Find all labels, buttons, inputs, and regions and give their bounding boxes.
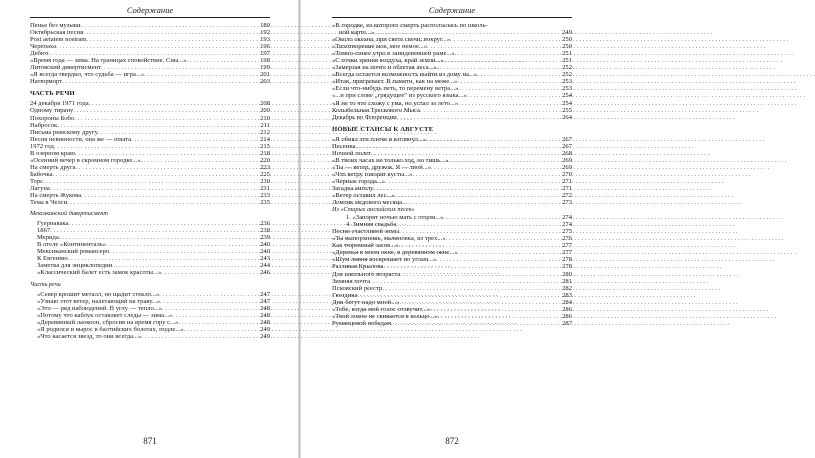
toc-entry xyxy=(332,320,572,327)
toc-entry-title: ной карте...» xyxy=(339,29,375,37)
dot-leader xyxy=(62,78,259,86)
toc-entry-title: «Итак, пригревает. В памяти, как на меже...» xyxy=(332,78,458,86)
toc-entry xyxy=(30,220,270,227)
toc-entry-page: 243 xyxy=(260,255,270,263)
toc-entry xyxy=(332,164,572,171)
left-page xyxy=(0,0,298,458)
toc-block xyxy=(332,136,572,206)
toc-entry-page: 248 xyxy=(260,304,270,312)
toc-entry-page: 283 xyxy=(562,291,572,299)
toc-entry-page: 225 xyxy=(260,170,270,178)
toc-entry-page: 280 xyxy=(562,270,572,278)
toc-entry-page: 247 xyxy=(260,297,270,305)
toc-entry-page: 198 xyxy=(260,57,270,65)
dot-leader xyxy=(391,320,561,328)
toc-entry xyxy=(30,150,270,157)
toc-entry-title: 1972 год xyxy=(30,142,54,150)
toc-entry xyxy=(30,136,270,143)
toc-entry xyxy=(332,313,572,320)
toc-entry-title: Лагуна xyxy=(30,184,50,192)
toc-entry xyxy=(332,157,572,164)
toc-entry-title: Набросок xyxy=(30,121,58,129)
toc-entry xyxy=(30,57,270,64)
toc-entry-page: 268 xyxy=(562,149,572,157)
toc-entry-page: 252 xyxy=(562,71,572,79)
toc-entry xyxy=(30,143,270,150)
toc-entry-title: «В городке, из которого смерть расползалась по школь- xyxy=(332,22,488,29)
toc-entry xyxy=(332,57,572,64)
toc-entry xyxy=(332,271,572,278)
toc-entry-title: Дебют xyxy=(30,50,49,58)
toc-entry xyxy=(332,185,572,192)
toc-entry-title: «Около океана, при свете свечи; вокруг...» xyxy=(332,36,451,44)
toc-entry xyxy=(30,107,270,114)
toc-entry-page: 214 xyxy=(260,135,270,143)
toc-entry-page: 223 xyxy=(260,163,270,171)
toc-entry-page: 271 xyxy=(562,184,572,192)
toc-entry-title: «Твой локон не свивается в кольцо...» xyxy=(332,312,438,320)
toc-entry-title: Похороны Бобо xyxy=(30,114,75,122)
toc-entry-title: Ночной полет xyxy=(332,149,372,157)
toc-entry xyxy=(332,22,572,29)
toc-entry xyxy=(30,298,270,305)
toc-entry xyxy=(332,100,572,107)
toc-entry-page: 220 xyxy=(260,156,270,164)
toc-entry-title: «Если что-нибудь петь, то перемену ветра...» xyxy=(332,85,459,93)
toc-entry-page: 272 xyxy=(562,192,572,200)
toc-entry-page: 253 xyxy=(562,78,572,86)
toc-entry xyxy=(30,71,270,78)
toc-entry xyxy=(332,29,572,36)
toc-entry-title: Дни бегут надо мной...» xyxy=(332,298,400,306)
toc-entry xyxy=(30,178,270,185)
toc-entry-title: «Время года — зима. На границах спокойствие. Сны...» xyxy=(30,57,187,65)
dot-leader xyxy=(67,199,259,207)
toc-entry-title: «Классический балет есть замок красоты...» xyxy=(37,269,162,277)
toc-entry-title: Гвоздика xyxy=(332,291,358,299)
toc-entry xyxy=(30,43,270,50)
toc-entry-title: 24 декабря 1971 года xyxy=(30,100,89,108)
toc-entry xyxy=(30,157,270,164)
toc-entry xyxy=(30,312,270,319)
running-head: Содержание xyxy=(428,5,476,15)
toc-entry-title: «Черные города...» xyxy=(332,177,386,185)
toc-block xyxy=(30,291,270,340)
toc-entry-page: 277 xyxy=(562,242,572,250)
toc-left xyxy=(30,22,270,340)
toc-block xyxy=(332,214,572,228)
toc-entry-page: 281 xyxy=(562,277,572,285)
toc-entry xyxy=(332,278,572,285)
toc-entry xyxy=(332,36,572,43)
toc-entry-title: Румянцевой победам xyxy=(332,319,391,327)
toc-entry-title: Для школьного возраста xyxy=(332,270,401,278)
toc-entry-title: «Шум ливня воскрешает по углам...» xyxy=(332,256,437,264)
toc-entry-title: «Я родился и вырос в балтийских болотах, подле...» xyxy=(37,325,184,333)
toc-entry-title: Письма римскому другу xyxy=(30,128,98,136)
toc-entry xyxy=(30,36,270,43)
dot-leader xyxy=(161,269,259,277)
toc-entry-page: 197 xyxy=(260,50,270,58)
toc-entry-page: 240 xyxy=(260,241,270,249)
toc-entry xyxy=(332,306,572,313)
toc-entry-title: «Осенний вечер в скромном городке...» xyxy=(30,156,141,164)
toc-entry xyxy=(332,235,572,242)
toc-entry xyxy=(30,78,270,85)
toc-entry-title: В отеле «Континенталь» xyxy=(37,241,107,249)
toc-entry xyxy=(30,326,270,333)
toc-entry-title: Песня невинности, она же — опыта xyxy=(30,135,132,143)
toc-entry-title: Колыбельная Трескового Мыса xyxy=(332,106,420,114)
toc-entry-page: 238 xyxy=(260,227,270,235)
toc-entry-page: 251 xyxy=(562,57,572,65)
toc-entry-title: Post aetatem nostram xyxy=(30,36,87,44)
toc-entry-title: «Это — ряд наблюдений. В углу — тепло...» xyxy=(37,304,163,312)
toc-entry-title: Как тюремный засов...» xyxy=(332,242,399,250)
toc-entry-page: 218 xyxy=(260,149,270,157)
toc-entry-page: 286 xyxy=(562,312,572,320)
toc-entry xyxy=(332,136,572,143)
toc-entry-title: «Замерзая на почте и облетая леса...» xyxy=(332,64,437,72)
toc-entry xyxy=(332,263,572,270)
toc-entry-page: 203 xyxy=(260,78,270,86)
toc-entry-title: «Деревянный лаокоон, сбросив на время гору с...» xyxy=(37,318,179,326)
toc-entry xyxy=(30,192,270,199)
toc-entry-title: «...и при слове „грядущее“ из русского языка...» xyxy=(332,92,467,100)
toc-entry xyxy=(332,107,572,114)
toc-entry-title: К Евгению xyxy=(37,255,68,263)
toc-entry-title: Черепаха xyxy=(30,43,57,51)
toc-entry-page: 208 xyxy=(260,100,270,108)
toc-entry-page: 210 xyxy=(260,114,270,122)
header-rule xyxy=(30,17,270,18)
toc-entry-title: В озерном краю xyxy=(30,149,76,157)
toc-entry-page: 192 xyxy=(260,29,270,37)
toc-entry-page: 196 xyxy=(260,43,270,51)
toc-entry-title: Разливая Крылова xyxy=(332,263,384,271)
toc-entry-title: Пенье без музыки xyxy=(30,22,81,29)
toc-entry xyxy=(30,241,270,248)
toc-entry-page: 249 xyxy=(260,325,270,333)
toc-entry-title: «Тебе, когда мой голос отзвучит...» xyxy=(332,305,431,313)
toc-entry xyxy=(332,242,572,249)
toc-entry-page: 253 xyxy=(562,85,572,93)
toc-block xyxy=(30,100,270,206)
toc-entry-title: Мексиканский романсеро xyxy=(37,248,110,256)
toc-entry-title: Натюрморт xyxy=(30,78,63,86)
toc-entry xyxy=(332,78,572,85)
toc-entry-page: 215 xyxy=(260,142,270,150)
toc-entry-title: Мерида xyxy=(37,234,59,242)
toc-entry xyxy=(30,29,270,36)
toc-entry-page: 277 xyxy=(562,249,572,257)
toc-entry-title: 4. Зимняя свадьба xyxy=(346,221,397,229)
toc-entry-page: 212 xyxy=(260,128,270,136)
toc-entry xyxy=(30,333,270,340)
toc-entry-title: «С точки зрения воздуха, край земли...» xyxy=(332,57,444,65)
toc-entry-title: 1867 xyxy=(37,227,51,235)
subsection-title: Из «Старых английских песен» xyxy=(332,206,415,214)
toc-entry xyxy=(332,150,572,157)
toc-entry xyxy=(332,143,572,150)
toc-entry-title: «Я всегда твердил, что судьба — игра...» xyxy=(30,71,145,79)
toc-entry-title: «Я обнял эти плечи и взглянул...» xyxy=(332,135,427,143)
toc-entry-page: 269 xyxy=(562,163,572,171)
toc-entry-page: 267 xyxy=(562,135,572,143)
toc-entry-title: «Что ветру говорят кусты...» xyxy=(332,170,413,178)
toc-entry xyxy=(332,64,572,71)
toc-entry-page: 246 xyxy=(260,269,270,277)
toc-entry xyxy=(332,214,572,221)
toc-entry xyxy=(332,43,572,50)
toc-entry xyxy=(332,114,572,121)
toc-entry-page: 255 xyxy=(562,106,572,114)
toc-entry-title: «Ты выпорхнешь, малиновка, из трех...» xyxy=(332,235,446,243)
dot-leader xyxy=(397,114,561,122)
toc-entry xyxy=(332,50,572,57)
toc-entry xyxy=(30,185,270,192)
section-title: НОВЫЕ СТАНСЫ К АВГУСТЕ xyxy=(332,125,434,133)
toc-entry xyxy=(30,269,270,276)
toc-entry-page: 240 xyxy=(260,248,270,256)
subsection-title: Часть речи xyxy=(30,280,61,288)
toc-entry xyxy=(332,285,572,292)
header-rule xyxy=(332,17,572,18)
toc-entry xyxy=(332,85,572,92)
toc-entry-page: 269 xyxy=(562,156,572,164)
toc-entry-page: 274 xyxy=(562,214,572,222)
running-head: Содержание xyxy=(126,5,174,15)
toc-entry-page: 209 xyxy=(260,107,270,115)
toc-entry-page: 254 xyxy=(562,92,572,100)
toc-entry-title: 1. «Запорят ночью мать с отцом...» xyxy=(346,214,444,222)
toc-entry-title: «Темно-синее утро в заиндевевшей раме...» xyxy=(332,50,455,58)
toc-entry-title: Песенка xyxy=(332,142,356,150)
toc-entry-title: Заметка для энциклопедии xyxy=(37,262,113,270)
toc-block xyxy=(30,220,270,276)
subsection-title: Мексиканский дивертисмент xyxy=(30,210,108,218)
toc-entry-page: 271 xyxy=(562,177,572,185)
toc-entry xyxy=(332,299,572,306)
toc-entry xyxy=(332,228,572,235)
toc-entry xyxy=(30,100,270,107)
toc-entry-title: Одному тирану xyxy=(30,107,74,115)
toc-entry-title: Ломтик медового месяца xyxy=(332,199,403,207)
toc-entry-page: 235 xyxy=(260,199,270,207)
toc-entry-title: «Узнаю этот ветер, налетающий на траву...» xyxy=(37,297,161,305)
toc-entry-page: 276 xyxy=(562,235,572,243)
toc-entry-page: 239 xyxy=(260,234,270,242)
toc-block xyxy=(332,22,572,121)
toc-entry-page: 199 xyxy=(260,64,270,72)
toc-entry-title: Песни счастливой зимы xyxy=(332,228,400,236)
toc-entry xyxy=(30,122,270,129)
toc-entry xyxy=(30,234,270,241)
toc-entry-page: 244 xyxy=(260,262,270,270)
toc-entry xyxy=(30,50,270,57)
toc-entry xyxy=(30,199,270,206)
toc-right xyxy=(332,22,572,327)
toc-entry-page: 250 xyxy=(562,36,572,44)
toc-entry-title: «Потому что каблук оставляет следы — зима...» xyxy=(37,311,173,319)
toc-entry-page: 236 xyxy=(260,220,270,228)
toc-entry xyxy=(30,255,270,262)
toc-entry-title: Декабрь во Флоренции xyxy=(332,113,397,121)
toc-entry-title: На смерть Жукова xyxy=(30,192,82,200)
toc-entry-title: Литовский дивертисмент xyxy=(30,64,101,72)
toc-entry xyxy=(30,227,270,234)
toc-entry-title: «Тихотворение мое, мое немое...» xyxy=(332,43,428,51)
toc-entry-page: 278 xyxy=(562,263,572,271)
toc-entry xyxy=(30,115,270,122)
toc-entry-title: Псковский реестр xyxy=(332,284,383,292)
toc-entry-title: Загадка ангелу xyxy=(332,184,374,192)
toc-entry xyxy=(30,305,270,312)
toc-entry-page: 231 xyxy=(260,184,270,192)
toc-entry-page: 252 xyxy=(562,64,572,72)
toc-block xyxy=(30,22,270,85)
toc-entry-page: 251 xyxy=(562,50,572,58)
toc-entry-title: Зимняя почта xyxy=(332,277,371,285)
toc-entry-title: Тема в Челси xyxy=(30,199,68,207)
dot-leader xyxy=(141,333,259,341)
toc-entry-page: 250 xyxy=(562,43,572,51)
toc-entry-title: Гуернавака xyxy=(37,220,69,228)
toc-entry-page: 180 xyxy=(260,22,270,29)
toc-entry-page: 274 xyxy=(562,221,572,229)
toc-entry-title: «Север крошит металл, но щадит стекло...» xyxy=(37,290,160,298)
toc-entry xyxy=(332,171,572,178)
toc-entry-title: Бабочка xyxy=(30,170,53,178)
toc-entry-page: 284 xyxy=(562,298,572,306)
toc-entry-page: 201 xyxy=(260,71,270,79)
toc-entry xyxy=(332,221,572,228)
toc-entry-page: 254 xyxy=(562,99,572,107)
toc-entry xyxy=(332,249,572,256)
toc-block xyxy=(332,228,572,327)
toc-entry xyxy=(30,319,270,326)
toc-entry-title: «В твоих часах не только ход, но тишь...» xyxy=(332,156,449,164)
toc-entry-title: «Я не то что схожу с ума, но устал за лето...» xyxy=(332,99,459,107)
toc-entry xyxy=(332,292,572,299)
toc-entry xyxy=(30,164,270,171)
toc-entry xyxy=(30,262,270,269)
section-title: ЧАСТЬ РЕЧИ xyxy=(30,90,75,98)
toc-entry-title: Торс xyxy=(30,177,44,185)
right-page xyxy=(302,0,600,458)
toc-entry-page: 247 xyxy=(260,290,270,298)
toc-entry-title: Октябрьская песня xyxy=(30,29,84,37)
toc-entry xyxy=(30,64,270,71)
toc-entry xyxy=(332,256,572,263)
dot-leader xyxy=(402,199,561,207)
toc-entry-page: 233 xyxy=(260,192,270,200)
toc-entry-page: 282 xyxy=(562,284,572,292)
toc-entry-title: «Ты — ветер, дружок. Я — твой...» xyxy=(332,163,431,171)
page-number: 872 xyxy=(445,436,459,446)
toc-entry xyxy=(332,92,572,99)
toc-entry-page: 278 xyxy=(562,256,572,264)
toc-entry-title: «Ветер оставил лес...» xyxy=(332,192,395,200)
toc-entry-page: 248 xyxy=(260,318,270,326)
toc-entry-page: 230 xyxy=(260,177,270,185)
page-number: 871 xyxy=(143,436,157,446)
toc-entry-page: 249 xyxy=(260,332,270,340)
toc-entry-page: 267 xyxy=(562,142,572,150)
toc-entry-page: 249 xyxy=(562,29,572,37)
toc-entry-page: 193 xyxy=(260,36,270,44)
toc-entry-page: 248 xyxy=(260,311,270,319)
toc-entry-title: «Деревья в моем окне, в деревянном окне...» xyxy=(332,249,458,257)
toc-entry-page: 264 xyxy=(562,113,572,121)
toc-entry xyxy=(30,291,270,298)
toc-entry-page: 270 xyxy=(562,170,572,178)
toc-entry-title: «Всегда остается возможность выйти из дому на...» xyxy=(332,71,478,79)
toc-entry-page: 211 xyxy=(260,121,270,129)
toc-entry xyxy=(332,199,572,206)
toc-entry xyxy=(332,71,572,78)
toc-entry-page: 287 xyxy=(562,319,572,327)
toc-entry xyxy=(332,178,572,185)
toc-entry-page: 286 xyxy=(562,305,572,313)
toc-entry xyxy=(30,22,270,29)
toc-entry-title: На смерть друга xyxy=(30,163,76,171)
toc-entry-title: «Что касается звезд, то они всегда...» xyxy=(37,332,142,340)
toc-entry xyxy=(332,192,572,199)
toc-entry xyxy=(30,129,270,136)
toc-entry-page: 273 xyxy=(562,199,572,207)
toc-entry xyxy=(30,248,270,255)
toc-entry-page: 275 xyxy=(562,228,572,236)
toc-entry xyxy=(30,171,270,178)
